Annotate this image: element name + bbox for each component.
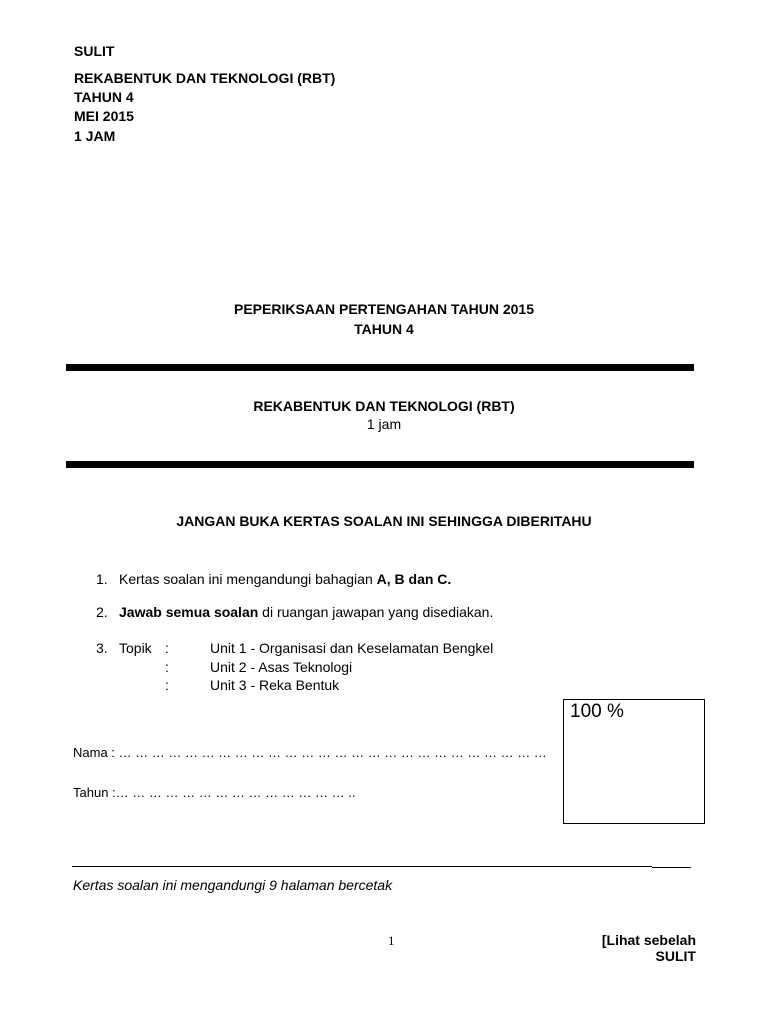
topic-unit-3: Unit 3 - Reka Bentuk <box>210 677 340 693</box>
footer-rule-tail <box>652 867 691 868</box>
year-label: TAHUN 4 <box>74 89 134 105</box>
instruction-1-text: Kertas soalan ini mengandungi bahagian <box>119 571 377 587</box>
page-number: 1 <box>388 933 395 948</box>
topic-colon: : <box>165 659 169 675</box>
warning-text: JANGAN BUKA KERTAS SOALAN INI SEHINGGA DIBERITAHU <box>176 513 592 529</box>
instruction-2 <box>119 604 493 620</box>
exam-duration: 1 jam <box>366 416 402 432</box>
topic-colon: : <box>165 640 169 656</box>
instruction-3-number: 3. <box>96 640 108 656</box>
topic-unit-1: Unit 1 - Organisasi dan Keselamatan Bengkel <box>210 640 494 656</box>
nama-field: Nama : … … … … … … … … … … … … … … … … … … … … … … … … … … <box>73 745 547 760</box>
topic-colon: : <box>165 677 169 693</box>
exam-subject: REKABENTUK DAN TEKNOLOGI (RBT) <box>253 398 515 414</box>
topic-label: Topik <box>119 640 152 656</box>
instruction-1 <box>119 571 451 587</box>
subject-label: REKABENTUK DAN TEKNOLOGI (RBT) <box>74 70 336 86</box>
see-next-label: [Lihat sebelah <box>601 932 696 948</box>
score-box <box>563 699 705 824</box>
footer-sulit-label: SULIT <box>655 948 696 964</box>
bottom-divider <box>66 461 694 468</box>
score-label: 100 % <box>570 701 624 722</box>
exam-title: PEPERIKSAAN PERTENGAHAN TAHUN 2015 <box>233 301 534 317</box>
instruction-2-bold: Jawab semua soalan <box>119 604 259 620</box>
page-count-note: Kertas soalan ini mengandungi 9 halaman bercetak <box>73 877 393 893</box>
topic-unit-2: Unit 2 - Asas Teknologi <box>210 659 353 675</box>
instruction-1-bold: A, B dan C. <box>376 571 452 587</box>
footer-rule <box>72 866 652 867</box>
duration-label: 1 JAM <box>74 128 116 144</box>
exam-grade: TAHUN 4 <box>354 321 414 337</box>
instruction-2-number: 2. <box>96 604 108 620</box>
tahun-field: Tahun :… … … … … … … … … … … … … … .. <box>73 785 356 800</box>
instruction-2-text: di ruangan jawapan yang disediakan. <box>258 604 494 620</box>
sulit-label: SULIT <box>74 43 115 59</box>
instruction-1-number: 1. <box>96 571 108 587</box>
date-label: MEI 2015 <box>74 108 134 124</box>
top-divider <box>66 364 694 371</box>
